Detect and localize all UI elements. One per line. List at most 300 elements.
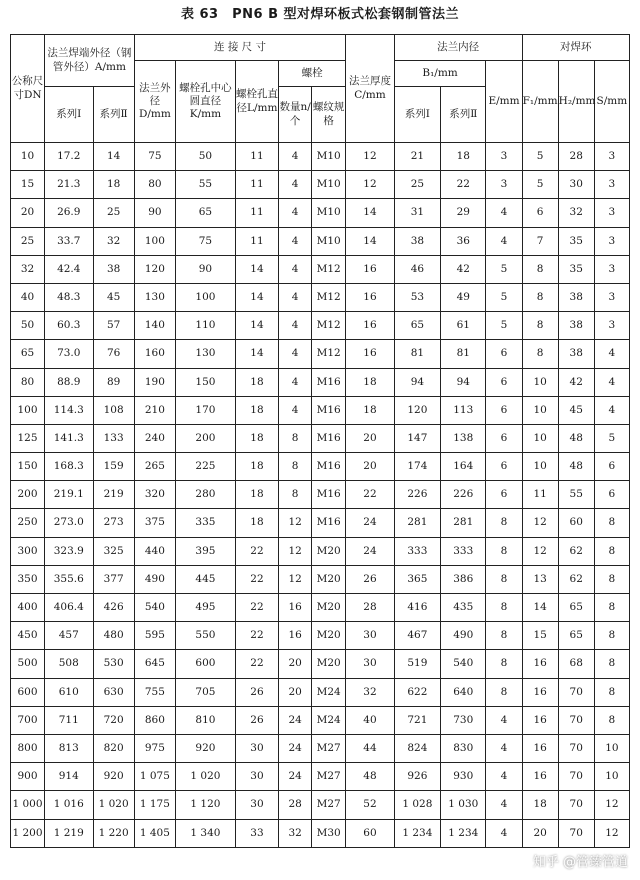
table-row xyxy=(11,396,630,424)
table-cell: 6 xyxy=(594,453,629,481)
table-cell: 20 xyxy=(346,424,394,452)
table-cell: 4 xyxy=(594,368,629,396)
table-cell: 265 xyxy=(134,453,175,481)
table-cell: 540 xyxy=(441,650,486,678)
table-cell: M30 xyxy=(312,819,346,847)
table-row xyxy=(11,481,630,509)
table-cell: 5 xyxy=(486,283,522,311)
table-cell: 25 xyxy=(93,199,134,227)
table-cell: 18 xyxy=(235,509,278,537)
table-cell: 48 xyxy=(346,763,394,791)
table-cell: 55 xyxy=(558,481,594,509)
table-cell: 8 xyxy=(486,678,522,706)
table-cell: 10 xyxy=(522,453,558,481)
table-cell: 16 xyxy=(522,706,558,734)
table-cell: 12 xyxy=(594,819,629,847)
table-row xyxy=(11,650,630,678)
table-cell: 100 xyxy=(134,227,175,255)
table-cell: 45 xyxy=(93,283,134,311)
table-cell: 219 xyxy=(93,481,134,509)
table-row xyxy=(11,199,630,227)
table-row xyxy=(11,509,630,537)
table-cell: 16 xyxy=(522,763,558,791)
header-h2: H₂/mm xyxy=(558,61,594,143)
table-cell: 4 xyxy=(486,819,522,847)
table-cell: 68 xyxy=(558,650,594,678)
table-cell: 55 xyxy=(176,171,236,199)
table-cell: 10 xyxy=(522,396,558,424)
table-cell: 4 xyxy=(279,171,312,199)
table-cell: 60 xyxy=(346,819,394,847)
table-cell: 4 xyxy=(279,340,312,368)
table-cell: 240 xyxy=(134,424,175,452)
table-cell: 24 xyxy=(279,706,312,734)
table-cell: 11 xyxy=(235,227,278,255)
table-cell: 8 xyxy=(522,255,558,283)
table-cell: 14 xyxy=(522,594,558,622)
table-cell: 860 xyxy=(134,706,175,734)
table-cell: 48 xyxy=(558,453,594,481)
table-row xyxy=(11,453,630,481)
table-cell: 8 xyxy=(594,678,629,706)
table-cell: 10 xyxy=(11,143,45,171)
table-cell: 40 xyxy=(11,283,45,311)
table-cell: 32 xyxy=(558,199,594,227)
table-cell: 65 xyxy=(176,199,236,227)
table-cell: 110 xyxy=(176,312,236,340)
table-cell: 28 xyxy=(346,594,394,622)
table-cell: 20 xyxy=(279,678,312,706)
table-cell: M16 xyxy=(312,481,346,509)
table-cell: 416 xyxy=(394,594,440,622)
table-cell: 8 xyxy=(486,594,522,622)
header-series-1: 系列Ⅰ xyxy=(45,87,93,143)
header-n: 数量n/个 xyxy=(279,87,312,143)
table-cell: 53 xyxy=(394,283,440,311)
table-cell: 5 xyxy=(486,255,522,283)
table-cell: 25 xyxy=(394,171,440,199)
table-cell: 440 xyxy=(134,537,175,565)
table-cell: 26.9 xyxy=(45,199,93,227)
table-cell: 13 xyxy=(522,565,558,593)
table-cell: 645 xyxy=(134,650,175,678)
table-cell: 500 xyxy=(11,650,45,678)
table-cell: 52 xyxy=(346,791,394,819)
table-cell: 22 xyxy=(346,481,394,509)
table-cell: 1 016 xyxy=(45,791,93,819)
table-cell: 1 000 xyxy=(11,791,45,819)
table-cell: 80 xyxy=(11,368,45,396)
table-cell: 325 xyxy=(93,537,134,565)
table-cell: 150 xyxy=(11,453,45,481)
table-cell: 31 xyxy=(394,199,440,227)
table-cell: 32 xyxy=(279,819,312,847)
table-cell: 8 xyxy=(594,594,629,622)
table-cell: 38 xyxy=(558,312,594,340)
table-cell: 914 xyxy=(45,763,93,791)
table-cell: 1 234 xyxy=(441,819,486,847)
table-cell: 30 xyxy=(346,622,394,650)
table-cell: 62 xyxy=(558,565,594,593)
table-cell: 16 xyxy=(346,255,394,283)
table-cell: 38 xyxy=(558,283,594,311)
table-cell: 15 xyxy=(522,622,558,650)
table-cell: 24 xyxy=(279,734,312,762)
header-c: 法兰厚度C/mm xyxy=(346,35,394,143)
table-cell: 3 xyxy=(594,283,629,311)
table-cell: 42.4 xyxy=(45,255,93,283)
table-cell: 445 xyxy=(176,565,236,593)
header-s: S/mm xyxy=(594,61,629,143)
table-cell: 8 xyxy=(279,424,312,452)
table-cell: 18 xyxy=(235,453,278,481)
table-cell: M24 xyxy=(312,706,346,734)
table-cell: 14 xyxy=(235,312,278,340)
table-cell: 7 xyxy=(522,227,558,255)
table-cell: 32 xyxy=(93,227,134,255)
table-cell: 164 xyxy=(441,453,486,481)
table-row xyxy=(11,171,630,199)
table-cell: 8 xyxy=(486,650,522,678)
table-cell: 20 xyxy=(279,650,312,678)
table-cell: 30 xyxy=(558,171,594,199)
table-cell: 100 xyxy=(176,283,236,311)
table-cell: 49 xyxy=(441,283,486,311)
table-cell: 320 xyxy=(134,481,175,509)
table-cell: 333 xyxy=(441,537,486,565)
table-cell: 30 xyxy=(235,791,278,819)
table-cell: 8 xyxy=(594,622,629,650)
table-row xyxy=(11,622,630,650)
table-cell: 22 xyxy=(235,565,278,593)
table-cell: M20 xyxy=(312,650,346,678)
table-cell: 6 xyxy=(486,424,522,452)
table-cell: 38 xyxy=(394,227,440,255)
table-cell: 24 xyxy=(346,509,394,537)
table-cell: 1 200 xyxy=(11,819,45,847)
table-cell: 33 xyxy=(235,819,278,847)
table-cell: 8 xyxy=(486,509,522,537)
table-cell: 8 xyxy=(522,283,558,311)
table-cell: 170 xyxy=(176,396,236,424)
table-cell: 22 xyxy=(235,622,278,650)
table-cell: 150 xyxy=(176,368,236,396)
table-cell: 975 xyxy=(134,734,175,762)
table-cell: 8 xyxy=(486,537,522,565)
table-cell: 18 xyxy=(346,396,394,424)
table-cell: 33.7 xyxy=(45,227,93,255)
table-cell: 4 xyxy=(486,763,522,791)
table-cell: 16 xyxy=(346,312,394,340)
table-cell: 6 xyxy=(486,340,522,368)
table-cell: 8 xyxy=(594,706,629,734)
table-cell: 22 xyxy=(441,171,486,199)
table-cell: 11 xyxy=(235,199,278,227)
table-cell: 17.2 xyxy=(45,143,93,171)
table-cell: 226 xyxy=(441,481,486,509)
table-cell: 60 xyxy=(558,509,594,537)
table-cell: 640 xyxy=(441,678,486,706)
table-cell: 920 xyxy=(93,763,134,791)
table-cell: 12 xyxy=(522,509,558,537)
table-cell: M20 xyxy=(312,565,346,593)
table-cell: 8 xyxy=(594,509,629,537)
table-cell: 375 xyxy=(134,509,175,537)
table-cell: 45 xyxy=(558,396,594,424)
table-cell: 219.1 xyxy=(45,481,93,509)
table-cell: 3 xyxy=(486,143,522,171)
table-cell: 125 xyxy=(11,424,45,452)
table-row xyxy=(11,255,630,283)
table-cell: 8 xyxy=(522,312,558,340)
table-cell: 147 xyxy=(394,424,440,452)
table-cell: 1 120 xyxy=(176,791,236,819)
table-cell: 21 xyxy=(394,143,440,171)
table-cell: 480 xyxy=(93,622,134,650)
table-cell: 190 xyxy=(134,368,175,396)
table-cell: 10 xyxy=(522,424,558,452)
table-cell: 16 xyxy=(279,594,312,622)
table-cell: 70 xyxy=(558,791,594,819)
table-row xyxy=(11,734,630,762)
table-cell: 6 xyxy=(486,453,522,481)
table-cell: 450 xyxy=(11,622,45,650)
table-cell: 16 xyxy=(346,340,394,368)
table-cell: 18 xyxy=(93,171,134,199)
table-cell: 24 xyxy=(279,763,312,791)
table-cell: 920 xyxy=(176,734,236,762)
table-cell: 32 xyxy=(346,678,394,706)
table-cell: 48 xyxy=(558,424,594,452)
table-cell: 595 xyxy=(134,622,175,650)
table-cell: 14 xyxy=(235,340,278,368)
table-cell: 94 xyxy=(441,368,486,396)
table-cell: 1 405 xyxy=(134,819,175,847)
table-cell: 133 xyxy=(93,424,134,452)
table-cell: 28 xyxy=(279,791,312,819)
header-dn: 公称尺寸DN xyxy=(11,35,45,143)
header-f1: F₁/mm xyxy=(522,61,558,143)
table-body xyxy=(11,143,630,848)
table-row xyxy=(11,706,630,734)
table-row xyxy=(11,594,630,622)
table-cell: 140 xyxy=(134,312,175,340)
table-cell: 12 xyxy=(594,791,629,819)
table-cell: 11 xyxy=(235,143,278,171)
table-cell: 3 xyxy=(594,255,629,283)
table-cell: 273.0 xyxy=(45,509,93,537)
table-cell: 12 xyxy=(279,565,312,593)
table-cell: M12 xyxy=(312,255,346,283)
table-cell: 600 xyxy=(11,678,45,706)
table-cell: 467 xyxy=(394,622,440,650)
table-cell: 18 xyxy=(441,143,486,171)
table-cell: 4 xyxy=(594,396,629,424)
table-cell: 426 xyxy=(93,594,134,622)
table-cell: 11 xyxy=(522,481,558,509)
table-cell: 57 xyxy=(93,312,134,340)
table-cell: 25 xyxy=(11,227,45,255)
table-cell: 16 xyxy=(522,734,558,762)
table-cell: M10 xyxy=(312,199,346,227)
table-cell: 44 xyxy=(346,734,394,762)
table-cell: 721 xyxy=(394,706,440,734)
table-cell: 6 xyxy=(486,396,522,424)
table-cell: 75 xyxy=(176,227,236,255)
header-thread: 螺纹规格 xyxy=(312,87,346,143)
table-cell: 61 xyxy=(441,312,486,340)
table-cell: 3 xyxy=(594,171,629,199)
header-l: 螺栓孔直径L/mm xyxy=(235,61,278,143)
table-cell: 225 xyxy=(176,453,236,481)
table-cell: 1 340 xyxy=(176,819,236,847)
table-cell: 14 xyxy=(93,143,134,171)
table-row xyxy=(11,819,630,847)
table-cell: 75 xyxy=(134,143,175,171)
table-row xyxy=(11,227,630,255)
header-d: 法兰外径D/mm xyxy=(134,61,175,143)
table-cell: 130 xyxy=(134,283,175,311)
table-cell: 120 xyxy=(394,396,440,424)
table-cell: 20 xyxy=(11,199,45,227)
table-cell: 18 xyxy=(235,368,278,396)
table-cell: 406.4 xyxy=(45,594,93,622)
table-cell: 8 xyxy=(279,481,312,509)
table-cell: 65 xyxy=(394,312,440,340)
table-cell: 622 xyxy=(394,678,440,706)
table-cell: 1 030 xyxy=(441,791,486,819)
table-cell: 138 xyxy=(441,424,486,452)
header-e: E/mm xyxy=(486,61,522,143)
table-row xyxy=(11,763,630,791)
table-cell: 120 xyxy=(134,255,175,283)
table-cell: 3 xyxy=(594,312,629,340)
table-cell: M16 xyxy=(312,453,346,481)
table-cell: M16 xyxy=(312,368,346,396)
table-cell: 5 xyxy=(594,424,629,452)
table-cell: 3 xyxy=(594,143,629,171)
table-cell: 355.6 xyxy=(45,565,93,593)
table-cell: 490 xyxy=(134,565,175,593)
table-cell: M27 xyxy=(312,763,346,791)
table-cell: 281 xyxy=(441,509,486,537)
table-cell: 70 xyxy=(558,763,594,791)
table-cell: 630 xyxy=(93,678,134,706)
table-cell: 14 xyxy=(235,283,278,311)
table-cell: 12 xyxy=(279,537,312,565)
table-cell: 530 xyxy=(93,650,134,678)
table-cell: 3 xyxy=(486,171,522,199)
table-cell: 1 219 xyxy=(45,819,93,847)
table-cell: 8 xyxy=(594,565,629,593)
table-row xyxy=(11,791,630,819)
table-cell: 174 xyxy=(394,453,440,481)
table-cell: 81 xyxy=(441,340,486,368)
table-cell: 3 xyxy=(594,199,629,227)
table-cell: M12 xyxy=(312,283,346,311)
table-cell: 94 xyxy=(394,368,440,396)
table-cell: 830 xyxy=(441,734,486,762)
table-cell: 550 xyxy=(176,622,236,650)
table-cell: 38 xyxy=(93,255,134,283)
table-cell: 38 xyxy=(558,340,594,368)
table-cell: 8 xyxy=(594,537,629,565)
table-cell: 4 xyxy=(279,199,312,227)
table-cell: 89 xyxy=(93,368,134,396)
table-cell: 755 xyxy=(134,678,175,706)
table-cell: 6 xyxy=(486,481,522,509)
table-cell: 281 xyxy=(394,509,440,537)
table-cell: M10 xyxy=(312,143,346,171)
table-cell: 210 xyxy=(134,396,175,424)
table-cell: 18 xyxy=(235,481,278,509)
table-cell: 200 xyxy=(176,424,236,452)
header-series-2: 系列Ⅱ xyxy=(93,87,134,143)
table-row xyxy=(11,312,630,340)
table-cell: 4 xyxy=(279,143,312,171)
table-cell: 824 xyxy=(394,734,440,762)
table-cell: 273 xyxy=(93,509,134,537)
table-cell: 18 xyxy=(346,368,394,396)
table-cell: 42 xyxy=(441,255,486,283)
table-cell: 35 xyxy=(558,255,594,283)
table-cell: 65 xyxy=(11,340,45,368)
table-cell: M27 xyxy=(312,734,346,762)
table-cell: 16 xyxy=(279,622,312,650)
table-cell: 141.3 xyxy=(45,424,93,452)
table-cell: 508 xyxy=(45,650,93,678)
table-cell: 73.0 xyxy=(45,340,93,368)
table-row xyxy=(11,143,630,171)
table-cell: 65 xyxy=(558,594,594,622)
header-b1-group: 法兰内径 xyxy=(394,35,522,61)
table-cell: 108 xyxy=(93,396,134,424)
table-cell: 6 xyxy=(594,481,629,509)
table-cell: 600 xyxy=(176,650,236,678)
table-cell: 4 xyxy=(279,368,312,396)
table-cell: 8 xyxy=(279,453,312,481)
table-cell: 540 xyxy=(134,594,175,622)
table-cell: 720 xyxy=(93,706,134,734)
table-row xyxy=(11,678,630,706)
table-cell: 26 xyxy=(346,565,394,593)
table-cell: 30 xyxy=(346,650,394,678)
table-cell: 8 xyxy=(522,340,558,368)
table-cell: M16 xyxy=(312,396,346,424)
table-cell: 10 xyxy=(594,734,629,762)
table-cell: 323.9 xyxy=(45,537,93,565)
table-cell: 18 xyxy=(235,424,278,452)
table-cell: M12 xyxy=(312,312,346,340)
table-cell: 30 xyxy=(235,734,278,762)
table-cell: 14 xyxy=(346,199,394,227)
table-cell: 40 xyxy=(346,706,394,734)
table-cell: 4 xyxy=(486,706,522,734)
table-title: 表 63 PN6 B 型对焊环板式松套钢制管法兰 xyxy=(180,7,460,22)
table-cell: 24 xyxy=(346,537,394,565)
header-bolt: 螺栓 xyxy=(279,61,346,87)
table-row xyxy=(11,424,630,452)
table-cell: 519 xyxy=(394,650,440,678)
table-cell: 705 xyxy=(176,678,236,706)
table-cell: 130 xyxy=(176,340,236,368)
table-cell: 1 020 xyxy=(176,763,236,791)
table-cell: 16 xyxy=(346,283,394,311)
table-cell: 250 xyxy=(11,509,45,537)
table-cell: 90 xyxy=(176,255,236,283)
table-cell: 4 xyxy=(279,283,312,311)
table-cell: 435 xyxy=(441,594,486,622)
